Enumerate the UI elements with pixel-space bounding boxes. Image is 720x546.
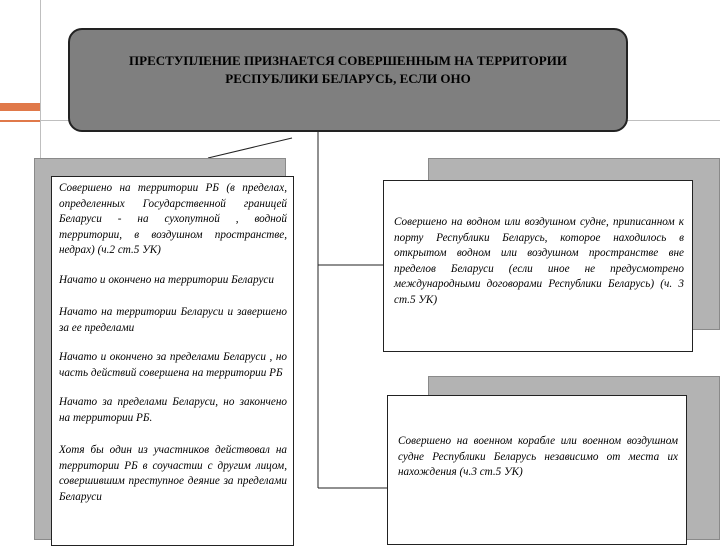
left-item-partial-rb: Начато и окончено за пределами Беларуси , но часть действий совершена на территории РБ xyxy=(59,351,287,379)
right-bottom-panel xyxy=(387,395,687,545)
left-item-started-finished-rb: Начато и окончено на территории Беларуси xyxy=(59,273,274,286)
left-item-finished-rb: Начато за пределами Беларуси, но закончено на территории РБ. xyxy=(59,396,287,424)
right-top-panel xyxy=(383,180,693,352)
left-panel xyxy=(51,176,294,546)
connector-left xyxy=(208,138,292,158)
right-top-text: Совершено на водном или воздушном судне, приписанном к порту Республики Беларусь, которое находилось в открытом водном или воздушном пространстве вне пределов Беларуси (если иное не предусмотрено международными договорами Республики Беларусь) (ч. 3 ст.5 УК) xyxy=(394,216,684,306)
header-box xyxy=(68,28,628,132)
header-title: ПРЕСТУПЛЕНИЕ ПРИЗНАЕТСЯ СОВЕРШЕННЫМ НА ТЕРРИТОРИИ РЕСПУБЛИКИ БЕЛАРУСЬ, ЕСЛИ ОНО xyxy=(129,53,567,86)
left-item-territory: Совершено на территории РБ (в пределах, определенных Государственной границей Беларуси - на сухопутной , водной территории, в воздушном пространстве, недрах) (ч.2 ст.5 УК) xyxy=(59,182,287,256)
left-item-started-rb: Начато на территории Беларуси и завершено за ее пределами xyxy=(59,306,287,334)
right-bottom-text: Совершено на военном корабле или военном воздушном судне Республики Беларусь независимо от места их нахождения (ч.3 ст.5 УК) xyxy=(398,435,678,478)
left-item-complicity: Хотя бы один из участников действовал на территории РБ в соучастии с другим лицом, совершившим преступное деяние за пределами Беларуси xyxy=(59,444,287,503)
